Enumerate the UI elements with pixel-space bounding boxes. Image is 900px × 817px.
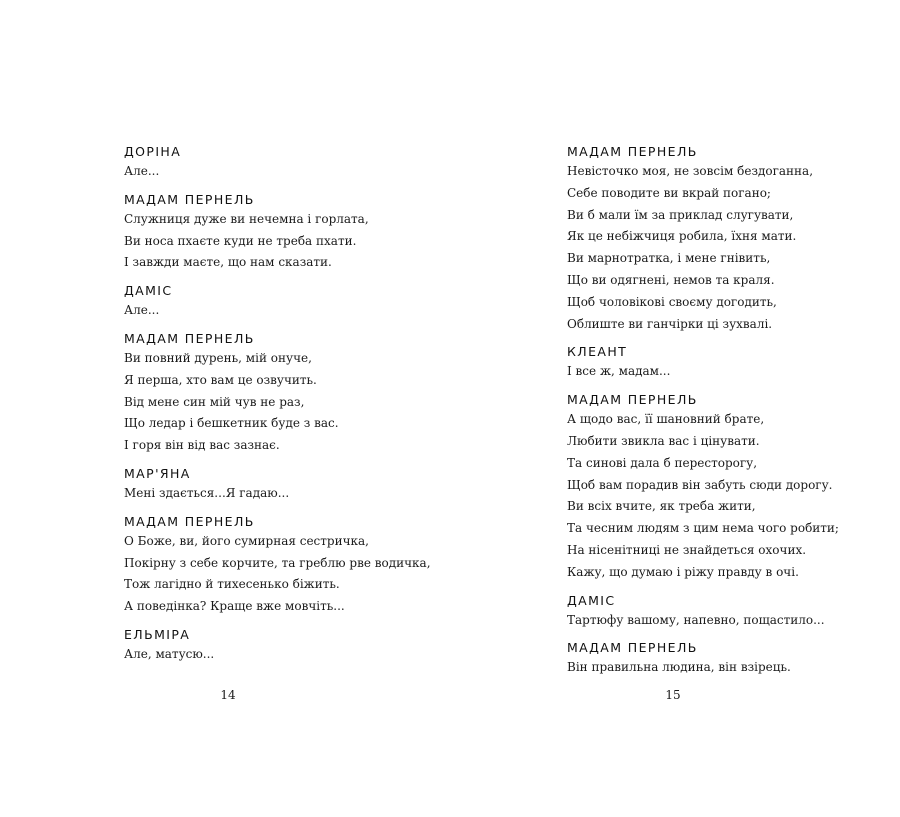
speaker-name: МАР'ЯНА xyxy=(124,465,191,481)
verse-line: Та чесним людям з цим нема чого робити; xyxy=(567,521,839,536)
speaker-name: МАДАМ ПЕРНЕЛЬ xyxy=(567,144,698,159)
verse-line: Себе поводите ви вкрай погано; xyxy=(567,185,771,200)
verse-line: Але... xyxy=(124,303,160,318)
verse-line: Щоб вам порадив він забуть сюди дорогу. xyxy=(567,477,833,492)
verse-line: Ви марнотратка, і мене гнівить, xyxy=(567,251,771,266)
verse-line: Я перша, хто вам це озвучить. xyxy=(124,372,317,387)
verse-line: Невісточко моя, не зовсім бездоганна, xyxy=(567,164,814,178)
left-page xyxy=(124,143,444,666)
speaker-name: ЕЛЬМІРА xyxy=(124,626,191,642)
right-page xyxy=(567,143,887,679)
verse-line: Ви повний дурень, мій онуче, xyxy=(124,350,312,365)
verse-line: Служниця дуже ви нечемна і горлата, xyxy=(124,211,369,226)
verse-line: Та синові дала б пересторогу, xyxy=(567,455,758,470)
verse-line: Покірну з себе корчите, та греблю рве водичка, xyxy=(124,555,431,570)
verse-line: Кажу, що думаю і ріжу правду в очі. xyxy=(567,564,799,579)
speaker-name: ДАМІС xyxy=(567,592,616,608)
verse-line: Ви носа пхаєте куди не треба пхати. xyxy=(124,233,357,248)
verse-line: І все ж, мадам... xyxy=(567,364,671,379)
verse-line: І горя він від вас зазнає. xyxy=(124,438,280,453)
verse-line: Від мене син мій чув не раз, xyxy=(124,394,305,409)
verse-line: А поведінка? Краще вже мовчіть... xyxy=(124,599,345,614)
verse-line: А щодо вас, її шановний брате, xyxy=(567,412,765,427)
verse-line: Що ледар і бешкетник буде з вас. xyxy=(124,416,339,431)
verse-line: Мені здається...Я гадаю... xyxy=(124,485,290,500)
verse-line: О Боже, ви, його сумирная сестричка, xyxy=(124,533,369,548)
verse-line: Щоб чоловікові своєму догодить, xyxy=(567,294,777,309)
verse-line: Тартюфу вашому, напевно, пощастило... xyxy=(567,612,825,627)
verse-line: Що ви одягнені, немов та краля. xyxy=(567,272,775,287)
verse-line: Облиште ви ганчірки ці зухвалі. xyxy=(567,316,773,331)
page-number-right: 15 xyxy=(665,688,681,702)
verse-line: На нісенітниці не знайдеться охочих. xyxy=(567,542,807,557)
speaker-name: ДОРІНА xyxy=(124,144,182,159)
verse-line: Любити звикла вас і цінувати. xyxy=(567,433,760,448)
speaker-name: КЛЕАНТ xyxy=(567,344,628,360)
speaker-name: МАДАМ ПЕРНЕЛЬ xyxy=(124,513,255,529)
verse-line: Але, матусю... xyxy=(124,646,215,661)
speaker-name: МАДАМ ПЕРНЕЛЬ xyxy=(124,330,255,346)
speaker-name: МАДАМ ПЕРНЕЛЬ xyxy=(124,191,255,207)
verse-line: Ви всіх вчите, як треба жити, xyxy=(567,499,756,514)
page-number-left: 14 xyxy=(220,688,236,702)
speaker-name: МАДАМ ПЕРНЕЛЬ xyxy=(567,392,698,408)
speaker-name: ДАМІС xyxy=(124,283,173,299)
verse-line: Але... xyxy=(124,164,160,178)
verse-line: Він правильна людина, він взірець. xyxy=(567,660,791,675)
verse-line: І завжди маєте, що нам сказати. xyxy=(124,255,332,270)
speaker-name: МАДАМ ПЕРНЕЛЬ xyxy=(567,640,698,656)
verse-line: Ви б мали їм за приклад слугувати, xyxy=(567,207,794,222)
verse-line: Тож лагідно й тихесенько біжить. xyxy=(124,577,340,592)
verse-line: Як це небіжчиця робила, їхня мати. xyxy=(567,229,797,244)
